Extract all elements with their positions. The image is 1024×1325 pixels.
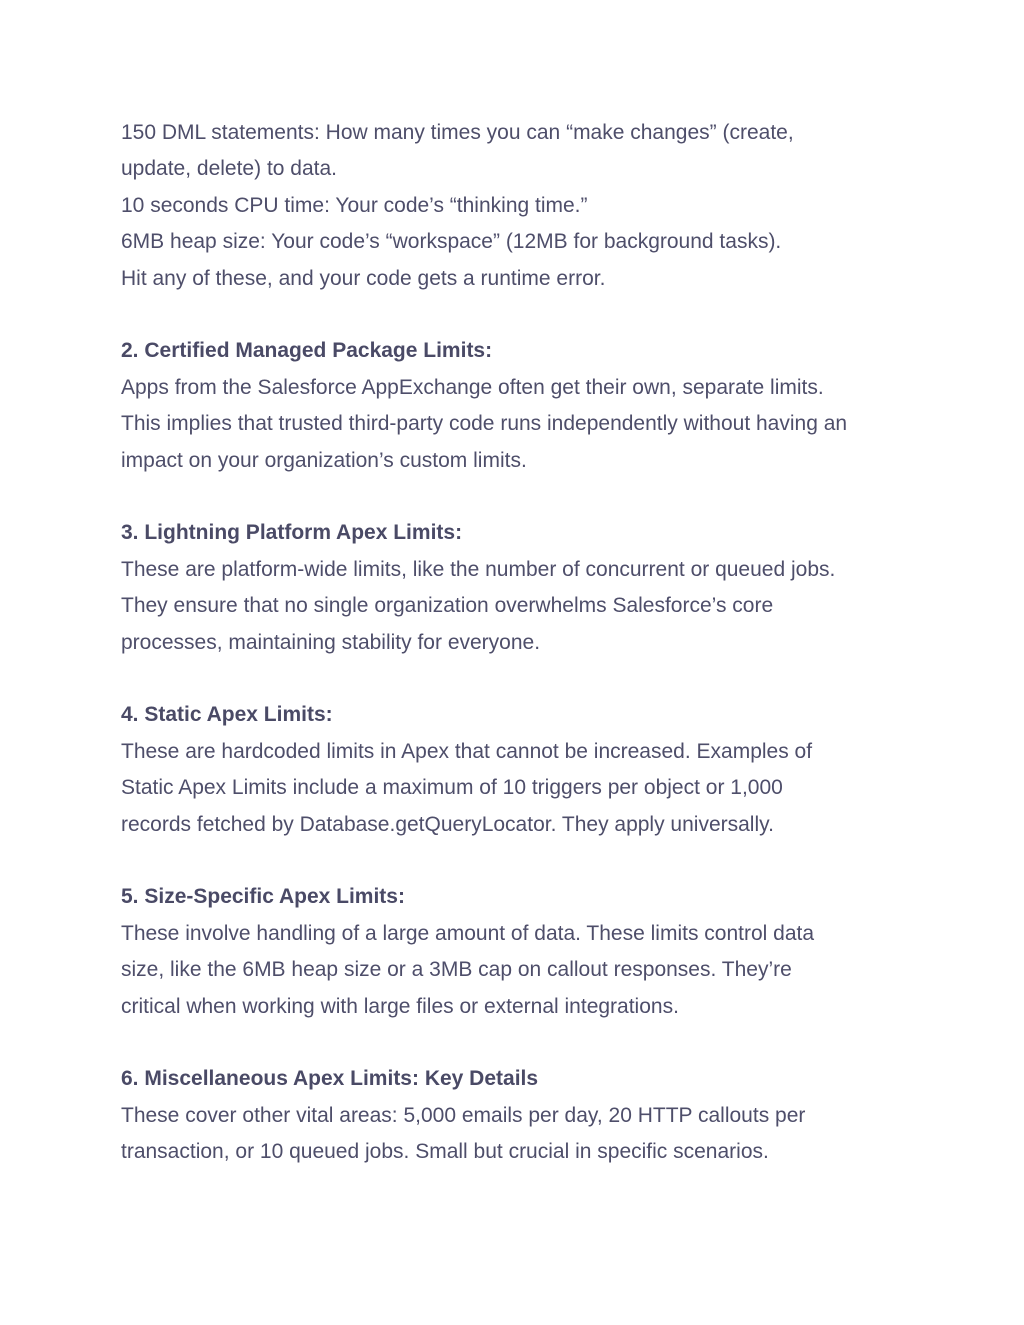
spacer <box>121 661 921 697</box>
spacer <box>121 843 921 879</box>
section-line: They ensure that no single organization overwhelms Salesforce’s core <box>121 594 774 618</box>
document-page <box>121 115 921 1171</box>
spacer <box>121 1025 921 1061</box>
section-miscellaneous <box>121 1061 921 1170</box>
section-line: records fetched by Database.getQueryLocator. They apply universally. <box>121 812 774 836</box>
intro-line: update, delete) to data. <box>121 157 337 181</box>
spacer <box>121 297 921 333</box>
section-heading: 2. Certified Managed Package Limits: <box>121 339 493 363</box>
section-line: Static Apex Limits include a maximum of 10 triggers per object or 1,000 <box>121 776 783 800</box>
section-line: These are platform-wide limits, like the number of concurrent or queued jobs. <box>121 557 836 581</box>
intro-block <box>121 115 921 297</box>
section-heading: 4. Static Apex Limits: <box>121 703 333 727</box>
spacer <box>121 479 921 515</box>
intro-line: 10 seconds CPU time: Your code’s “thinking time.” <box>121 193 588 217</box>
section-line: impact on your organization’s custom limits. <box>121 448 527 472</box>
section-heading: 3. Lightning Platform Apex Limits: <box>121 521 463 545</box>
section-line: transaction, or 10 queued jobs. Small but crucial in specific scenarios. <box>121 1140 769 1164</box>
section-line: These cover other vital areas: 5,000 emails per day, 20 HTTP callouts per <box>121 1103 806 1127</box>
section-line: These involve handling of a large amount of data. These limits control data <box>121 921 815 945</box>
section-size-specific <box>121 879 921 1025</box>
intro-line: 6MB heap size: Your code’s “workspace” (12MB for background tasks). <box>121 230 782 254</box>
section-line: processes, maintaining stability for everyone. <box>121 630 541 654</box>
section-heading: 6. Miscellaneous Apex Limits: Key Details <box>121 1067 539 1091</box>
intro-line: Hit any of these, and your code gets a runtime error. <box>121 266 606 290</box>
section-certified-managed-package <box>121 333 921 479</box>
section-lightning-platform <box>121 515 921 661</box>
section-line: These are hardcoded limits in Apex that cannot be increased. Examples of <box>121 739 813 763</box>
intro-line: 150 DML statements: How many times you can “make changes” (create, <box>121 121 794 144</box>
section-heading: 5. Size-Specific Apex Limits: <box>121 885 405 909</box>
section-line: size, like the 6MB heap size or a 3MB cap on callout responses. They’re <box>121 958 792 982</box>
section-line: critical when working with large files or external integrations. <box>121 994 679 1018</box>
section-static-apex <box>121 697 921 843</box>
section-line: This implies that trusted third-party code runs independently without having an <box>121 412 848 436</box>
section-line: Apps from the Salesforce AppExchange often get their own, separate limits. <box>121 375 824 399</box>
